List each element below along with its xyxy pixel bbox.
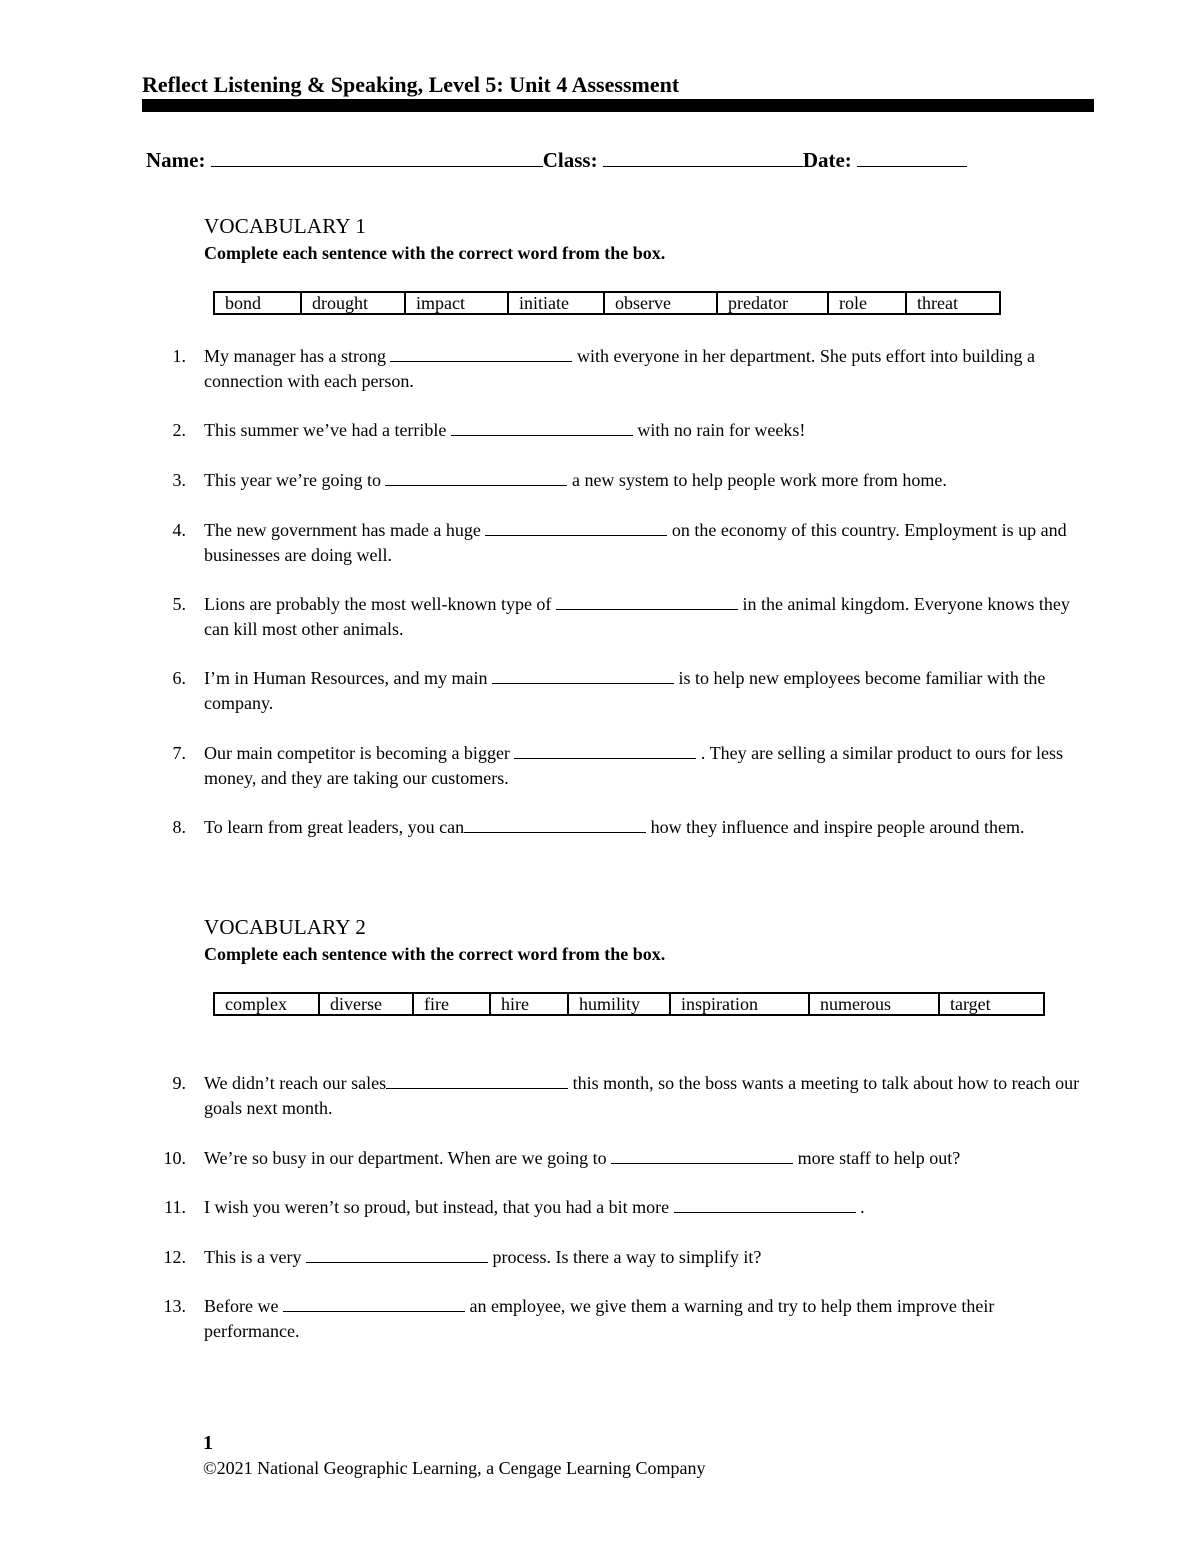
question-text-after: in the animal kingdom. Everyone knows they can kill most other animals.: [204, 594, 1070, 639]
question-text-before: This year we’re going to: [204, 470, 386, 490]
copyright-notice: ©2021 National Geographic Learning, a Cengage Learning Company: [203, 1458, 706, 1478]
question-text-after: with everyone in her department. She puts effort into building a connection with each person.: [204, 346, 1036, 391]
question-number: 4.: [172, 520, 186, 540]
question-number: 12.: [163, 1247, 186, 1267]
answer-blank[interactable]: [674, 1196, 856, 1213]
question-text-before: We didn’t reach our sales: [204, 1073, 387, 1093]
answer-blank[interactable]: [514, 742, 696, 759]
vocab1-word-box: [213, 291, 1001, 315]
question-number: 13.: [163, 1296, 186, 1316]
question-text-before: I wish you weren’t so proud, but instead, that you had a bit more: [204, 1197, 674, 1217]
class-field[interactable]: [603, 148, 803, 167]
word-box-cell: hire: [491, 994, 569, 1014]
class-label: Class:: [542, 148, 598, 172]
question-text-after: this month, so the boss wants a meeting to talk about how to reach our goals next month.: [204, 1073, 1080, 1118]
word-box-cell: humility: [569, 994, 671, 1014]
vocab1-instruction: Complete each sentence with the correct word from the box.: [204, 243, 666, 263]
question-text-after: how they influence and inspire people around them.: [646, 817, 1025, 837]
word-box-cell: inspiration: [671, 994, 810, 1014]
word-box-cell: impact: [406, 293, 509, 313]
word-box-cell: diverse: [320, 994, 414, 1014]
question-text-after: .: [855, 1197, 865, 1217]
question-text-after: process. Is there a way to simplify it?: [487, 1247, 762, 1267]
word-box-cell: drought: [302, 293, 406, 313]
word-box-cell: fire: [414, 994, 491, 1014]
question-text-after: more staff to help out?: [793, 1148, 961, 1168]
answer-blank[interactable]: [464, 816, 646, 833]
question-text-after: a new system to help people work more from home.: [567, 470, 947, 490]
question-number: 3.: [172, 470, 186, 490]
question-text-before: The new government has made a huge: [204, 520, 486, 540]
answer-blank[interactable]: [283, 1295, 465, 1312]
question-number: 8.: [172, 817, 186, 837]
date-label: Date:: [802, 148, 852, 172]
answer-blank[interactable]: [451, 419, 633, 436]
question-number: 5.: [172, 594, 186, 614]
answer-blank[interactable]: [556, 593, 738, 610]
question-number: 1.: [172, 346, 186, 366]
vocab2-title: VOCABULARY 2: [204, 915, 367, 939]
vocab2-word-box: [213, 992, 1045, 1016]
question-text-after: on the economy of this country. Employment is up and businesses are doing well.: [204, 520, 1067, 565]
question-number: 2.: [172, 420, 186, 440]
date-field[interactable]: [857, 148, 967, 167]
question-number: 7.: [172, 743, 186, 763]
question-text-before: To learn from great leaders, you can: [204, 817, 465, 837]
question-text-before: Our main competitor is becoming a bigger: [204, 743, 515, 763]
question-text-before: Lions are probably the most well-known type of: [204, 594, 556, 614]
name-field[interactable]: [211, 148, 543, 167]
word-box-cell: bond: [215, 293, 302, 313]
answer-blank[interactable]: [386, 1072, 568, 1089]
page-number: 1: [203, 1432, 213, 1454]
answer-blank[interactable]: [385, 469, 567, 486]
question-text-before: I’m in Human Resources, and my main: [204, 668, 492, 688]
vocab1-title: VOCABULARY 1: [204, 214, 367, 238]
vocab2-instruction: Complete each sentence with the correct word from the box.: [204, 944, 666, 964]
word-box-cell: threat: [917, 293, 958, 313]
answer-blank[interactable]: [492, 667, 674, 684]
question-text-before: Before we: [204, 1296, 283, 1316]
answer-blank[interactable]: [306, 1246, 488, 1263]
question-number: 10.: [163, 1148, 186, 1168]
word-box-cell: predator: [718, 293, 829, 313]
word-box-cell: role: [829, 293, 907, 313]
student-info-line: [146, 148, 967, 173]
question-number: 6.: [172, 668, 186, 688]
question-text-before: My manager has a strong: [204, 346, 391, 366]
question-text-after: with no rain for weeks!: [632, 420, 806, 440]
word-box-cell: initiate: [509, 293, 605, 313]
header-rule: [142, 99, 1094, 112]
word-box-cell: observe: [605, 293, 718, 313]
question-text-after: is to help new employees become familiar with the company.: [204, 668, 1046, 713]
word-box-cell: complex: [215, 994, 320, 1014]
word-box-cell: numerous: [810, 994, 940, 1014]
question-number: 11.: [164, 1197, 186, 1217]
answer-blank[interactable]: [390, 345, 572, 362]
question-text-before: We’re so busy in our department. When are we going to: [204, 1148, 612, 1168]
name-label: Name:: [146, 148, 206, 172]
question-text-after: . They are selling a similar product to ours for less money, and they are taking our customers.: [204, 743, 1064, 788]
question-number: 9.: [172, 1073, 186, 1093]
question-text-after: an employee, we give them a warning and try to help them improve their performance.: [204, 1296, 995, 1341]
page-title: Reflect Listening & Speaking, Level 5: Unit 4 Assessment: [142, 72, 680, 97]
question-text-before: This summer we’ve had a terrible: [204, 420, 451, 440]
question-text-before: This is a very: [204, 1247, 306, 1267]
word-box-cell: target: [950, 994, 991, 1014]
answer-blank[interactable]: [611, 1147, 793, 1164]
answer-blank[interactable]: [485, 519, 667, 536]
